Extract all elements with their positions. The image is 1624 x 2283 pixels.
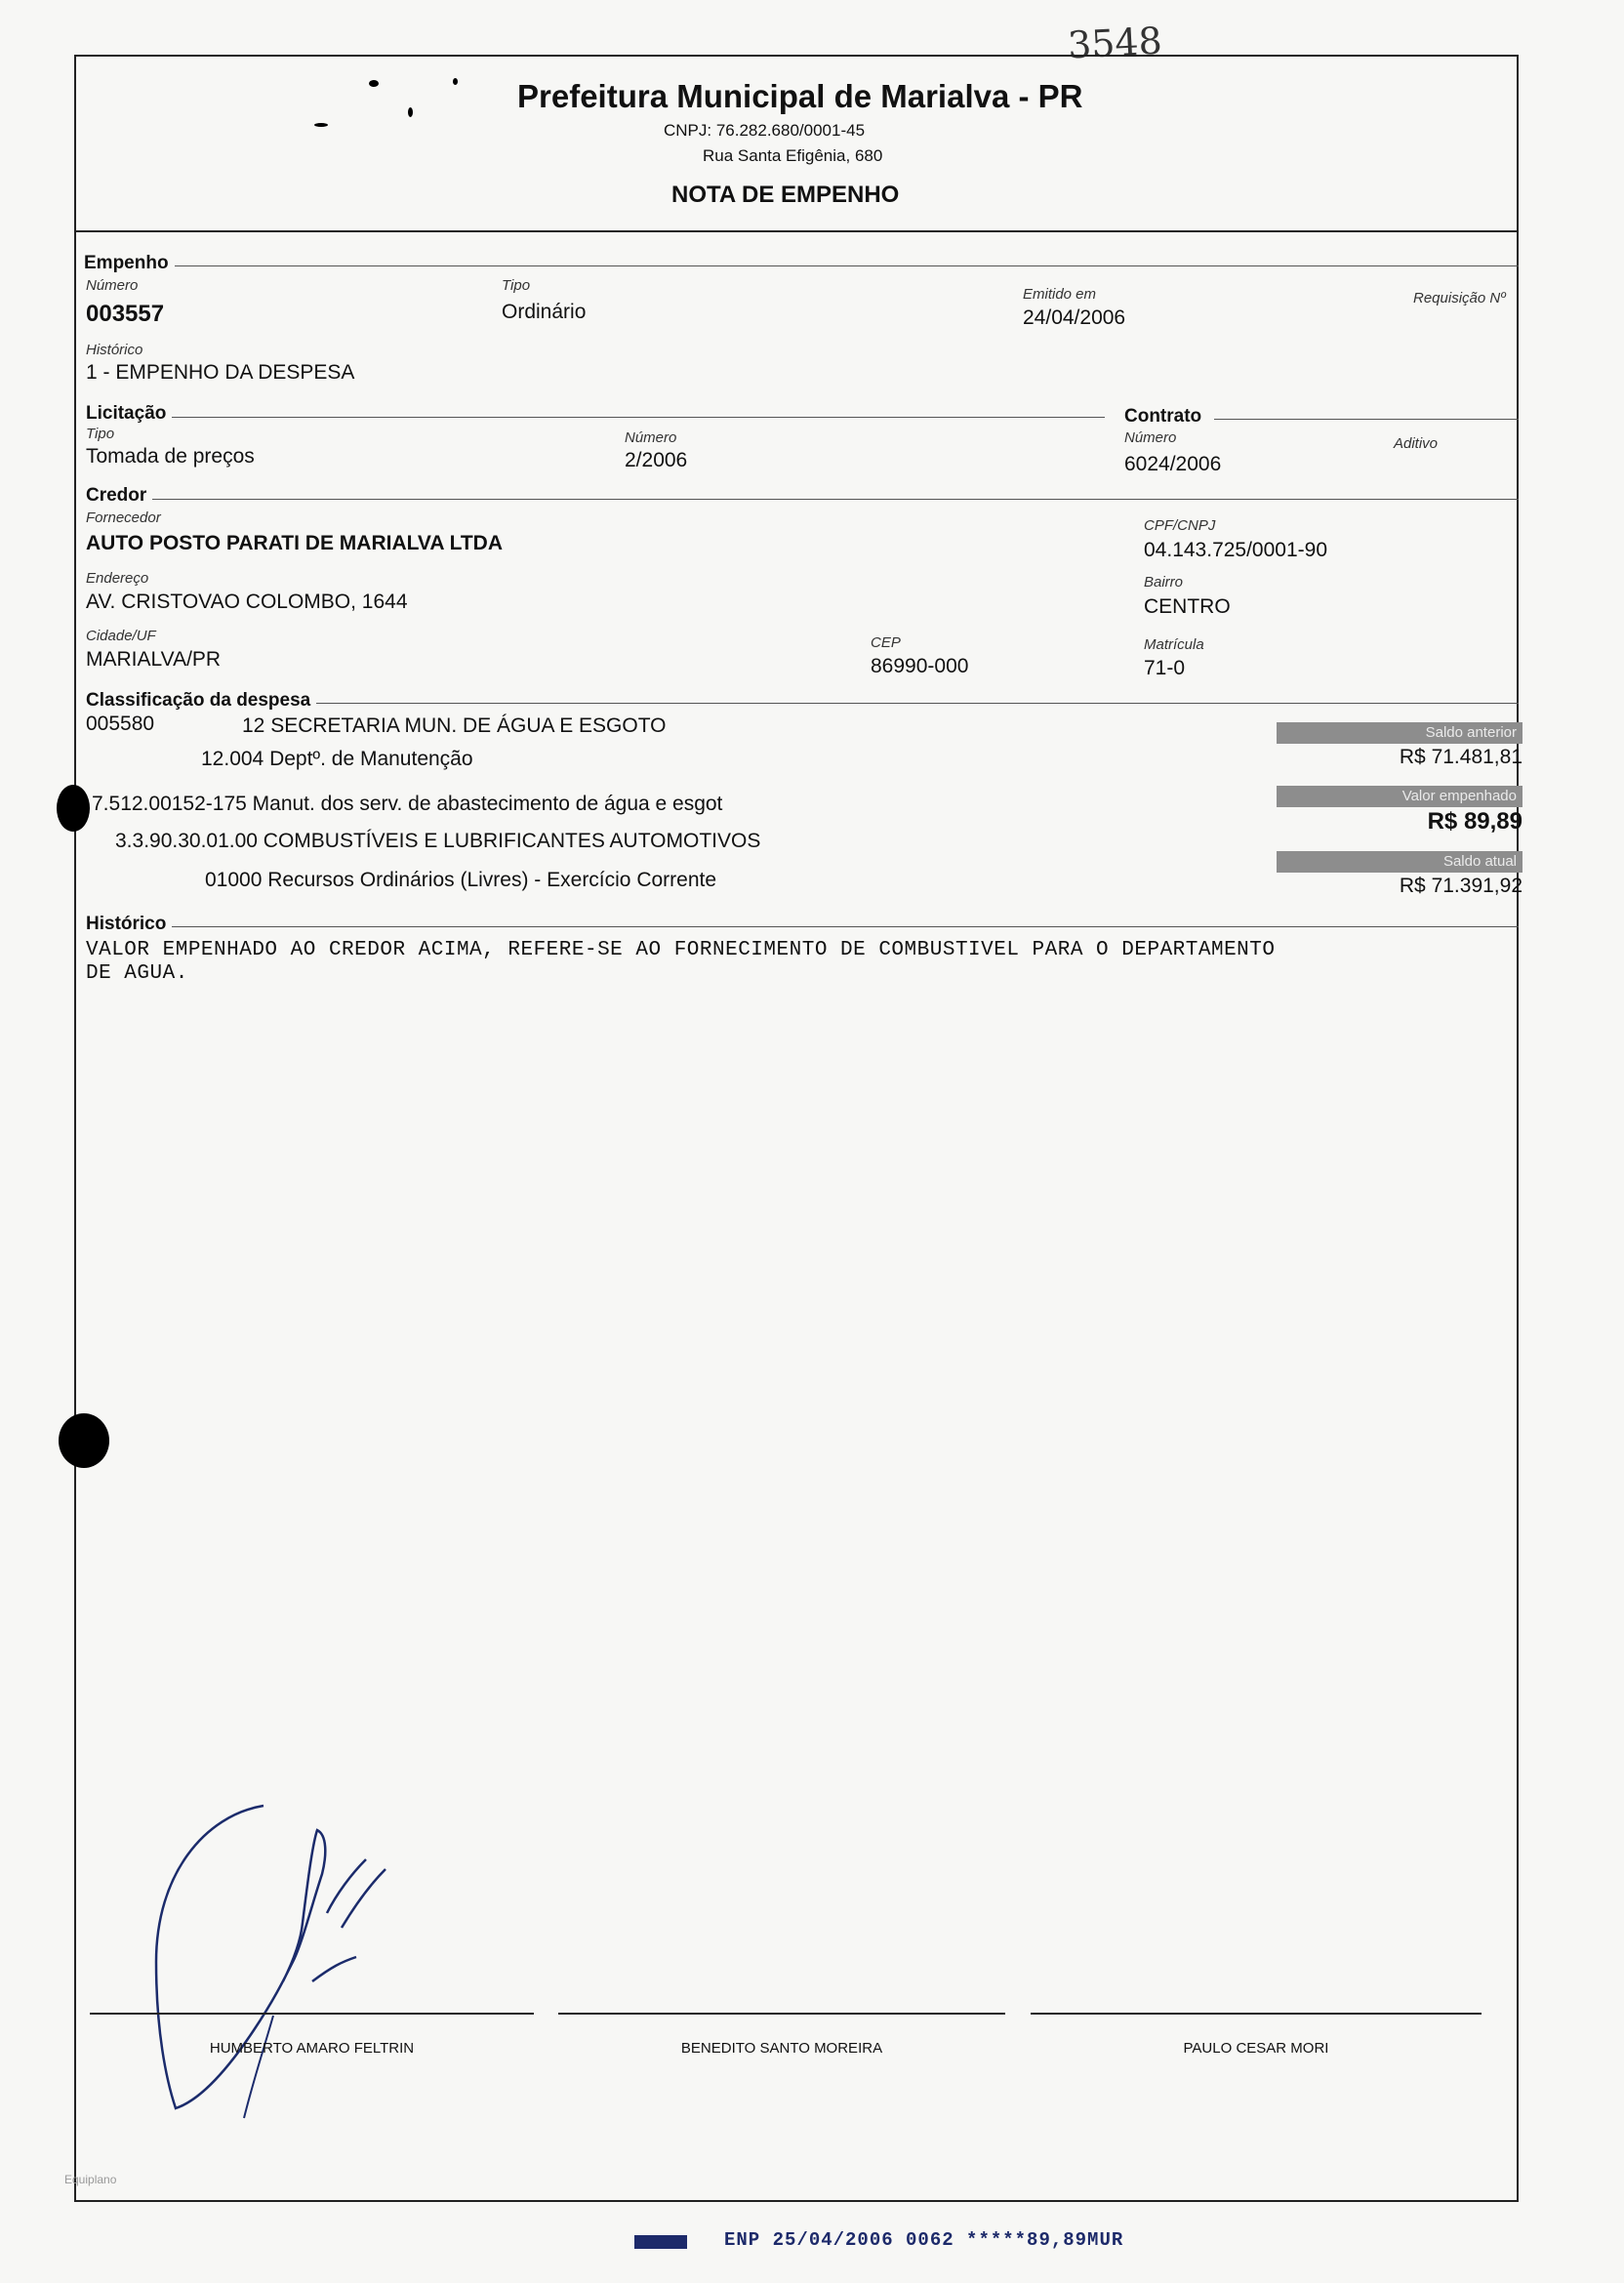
cidade-value: MARIALVA/PR [86,648,222,671]
historico-label: Histórico [86,342,143,358]
section-line [312,703,1519,704]
contrato-numero: 6024/2006 [1124,453,1222,475]
cpf-value: 04.143.725/0001-90 [1144,539,1328,561]
matricula-value: 71-0 [1144,657,1186,679]
classificacao-line2: 12.004 Deptº. de Manutenção [201,748,473,770]
historico-line2: DE AGUA. [86,962,188,985]
tipo-label: Tipo [502,277,531,294]
section-line [146,499,1519,500]
punch-hole [57,785,90,832]
historico-line1: VALOR EMPENHADO AO CREDOR ACIMA, REFERE-SE AO FORNECIMENTO DE COMBUSTIVEL PARA O DEPARTAMENTO [86,939,1276,961]
header-divider [74,230,1519,232]
licitacao-numero: 2/2006 [625,449,688,471]
contrato-numero-label: Número [1124,429,1177,446]
bairro-value: CENTRO [1144,595,1231,618]
classificacao-line5: 01000 Recursos Ordinários (Livres) - Exercício Corrente [205,869,717,891]
classificacao-line1: 12 SECRETARIA MUN. DE ÁGUA E ESGOTO [242,714,667,737]
requisicao-label: Requisição Nº [1413,290,1506,306]
address-text: Rua Santa Efigênia, 680 [703,146,883,165]
footer-stamp: ENP 25/04/2006 0062 *****89,89MUR [724,2229,1124,2251]
signature-line [90,2013,534,2015]
cnpj-text: CNPJ: 76.282.680/0001-45 [664,121,866,140]
emitido-label: Emitido em [1023,286,1097,303]
fornecedor-value: AUTO POSTO PARATI DE MARIALVA LTDA [86,532,503,554]
bairro-label: Bairro [1144,574,1184,591]
crest-mark [369,80,379,87]
licitacao-tipo: Tomada de preços [86,445,255,468]
section-line [174,265,1519,266]
section-historico: Histórico [86,914,172,935]
fornecedor-label: Fornecedor [86,510,161,526]
section-line [164,926,1519,927]
endereco-label: Endereço [86,570,149,587]
document-title: NOTA DE EMPENHO [671,182,900,208]
licitacao-numero-label: Número [625,429,677,446]
signature-name-2: BENEDITO SANTO MOREIRA [680,2040,883,2057]
classificacao-line3: 7.512.00152-175 Manut. dos serv. de abastecimento de água e esgot [92,793,723,815]
cpf-label: CPF/CNPJ [1144,517,1216,534]
page-title: Prefeitura Municipal de Marialva - PR [517,78,1083,114]
stamp-logo-icon [634,2235,687,2249]
section-line [1214,419,1519,420]
handwritten-number: 3548 [1066,19,1163,67]
classificacao-code: 005580 [86,713,155,735]
matricula-label: Matrícula [1144,636,1204,653]
saldo-anterior-value: R$ 71.481,81 [1399,746,1522,768]
signature-scribble [146,1786,468,2128]
numero-label: Número [86,277,139,294]
saldo-atual-label: Saldo atual [1277,851,1522,873]
endereco-value: AV. CRISTOVAO COLOMBO, 1644 [86,591,408,613]
saldo-anterior-label: Saldo anterior [1277,722,1522,744]
classificacao-line4: 3.3.90.30.01.00 COMBUSTÍVEIS E LUBRIFICANTES AUTOMOTIVOS [115,830,761,852]
empenho-numero: 003557 [86,301,165,327]
empenho-tipo: Ordinário [502,301,587,323]
section-line [168,417,1105,418]
section-empenho: Empenho [84,253,175,274]
section-credor: Credor [86,485,152,507]
cep-value: 86990-000 [871,655,969,677]
signature-name-3: PAULO CESAR MORI [1183,2040,1329,2057]
saldo-atual-value: R$ 71.391,92 [1399,875,1522,897]
empenho-historico: 1 - EMPENHO DA DESPESA [86,361,355,384]
crest-mark [408,107,413,117]
signature-name-1: HUMBERTO AMARO FELTRIN [209,2040,415,2057]
section-classificacao: Classificação da despesa [86,690,316,712]
cep-label: CEP [871,634,901,651]
signature-line [1031,2013,1482,2015]
cidade-label: Cidade/UF [86,628,156,644]
signature-line [558,2013,1005,2015]
crest-mark [314,123,328,127]
crest-mark [453,78,458,85]
valor-empenhado-value: R$ 89,89 [1427,808,1522,835]
section-licitacao: Licitação [86,403,172,425]
section-contrato: Contrato [1124,406,1207,428]
licitacao-tipo-label: Tipo [86,426,115,442]
aditivo-label: Aditivo [1394,435,1439,452]
empenho-emitido: 24/04/2006 [1023,306,1126,329]
punch-hole [59,1413,109,1468]
valor-empenhado-label: Valor empenhado [1277,786,1522,807]
footer-watermark: Equiplano [64,2173,117,2186]
